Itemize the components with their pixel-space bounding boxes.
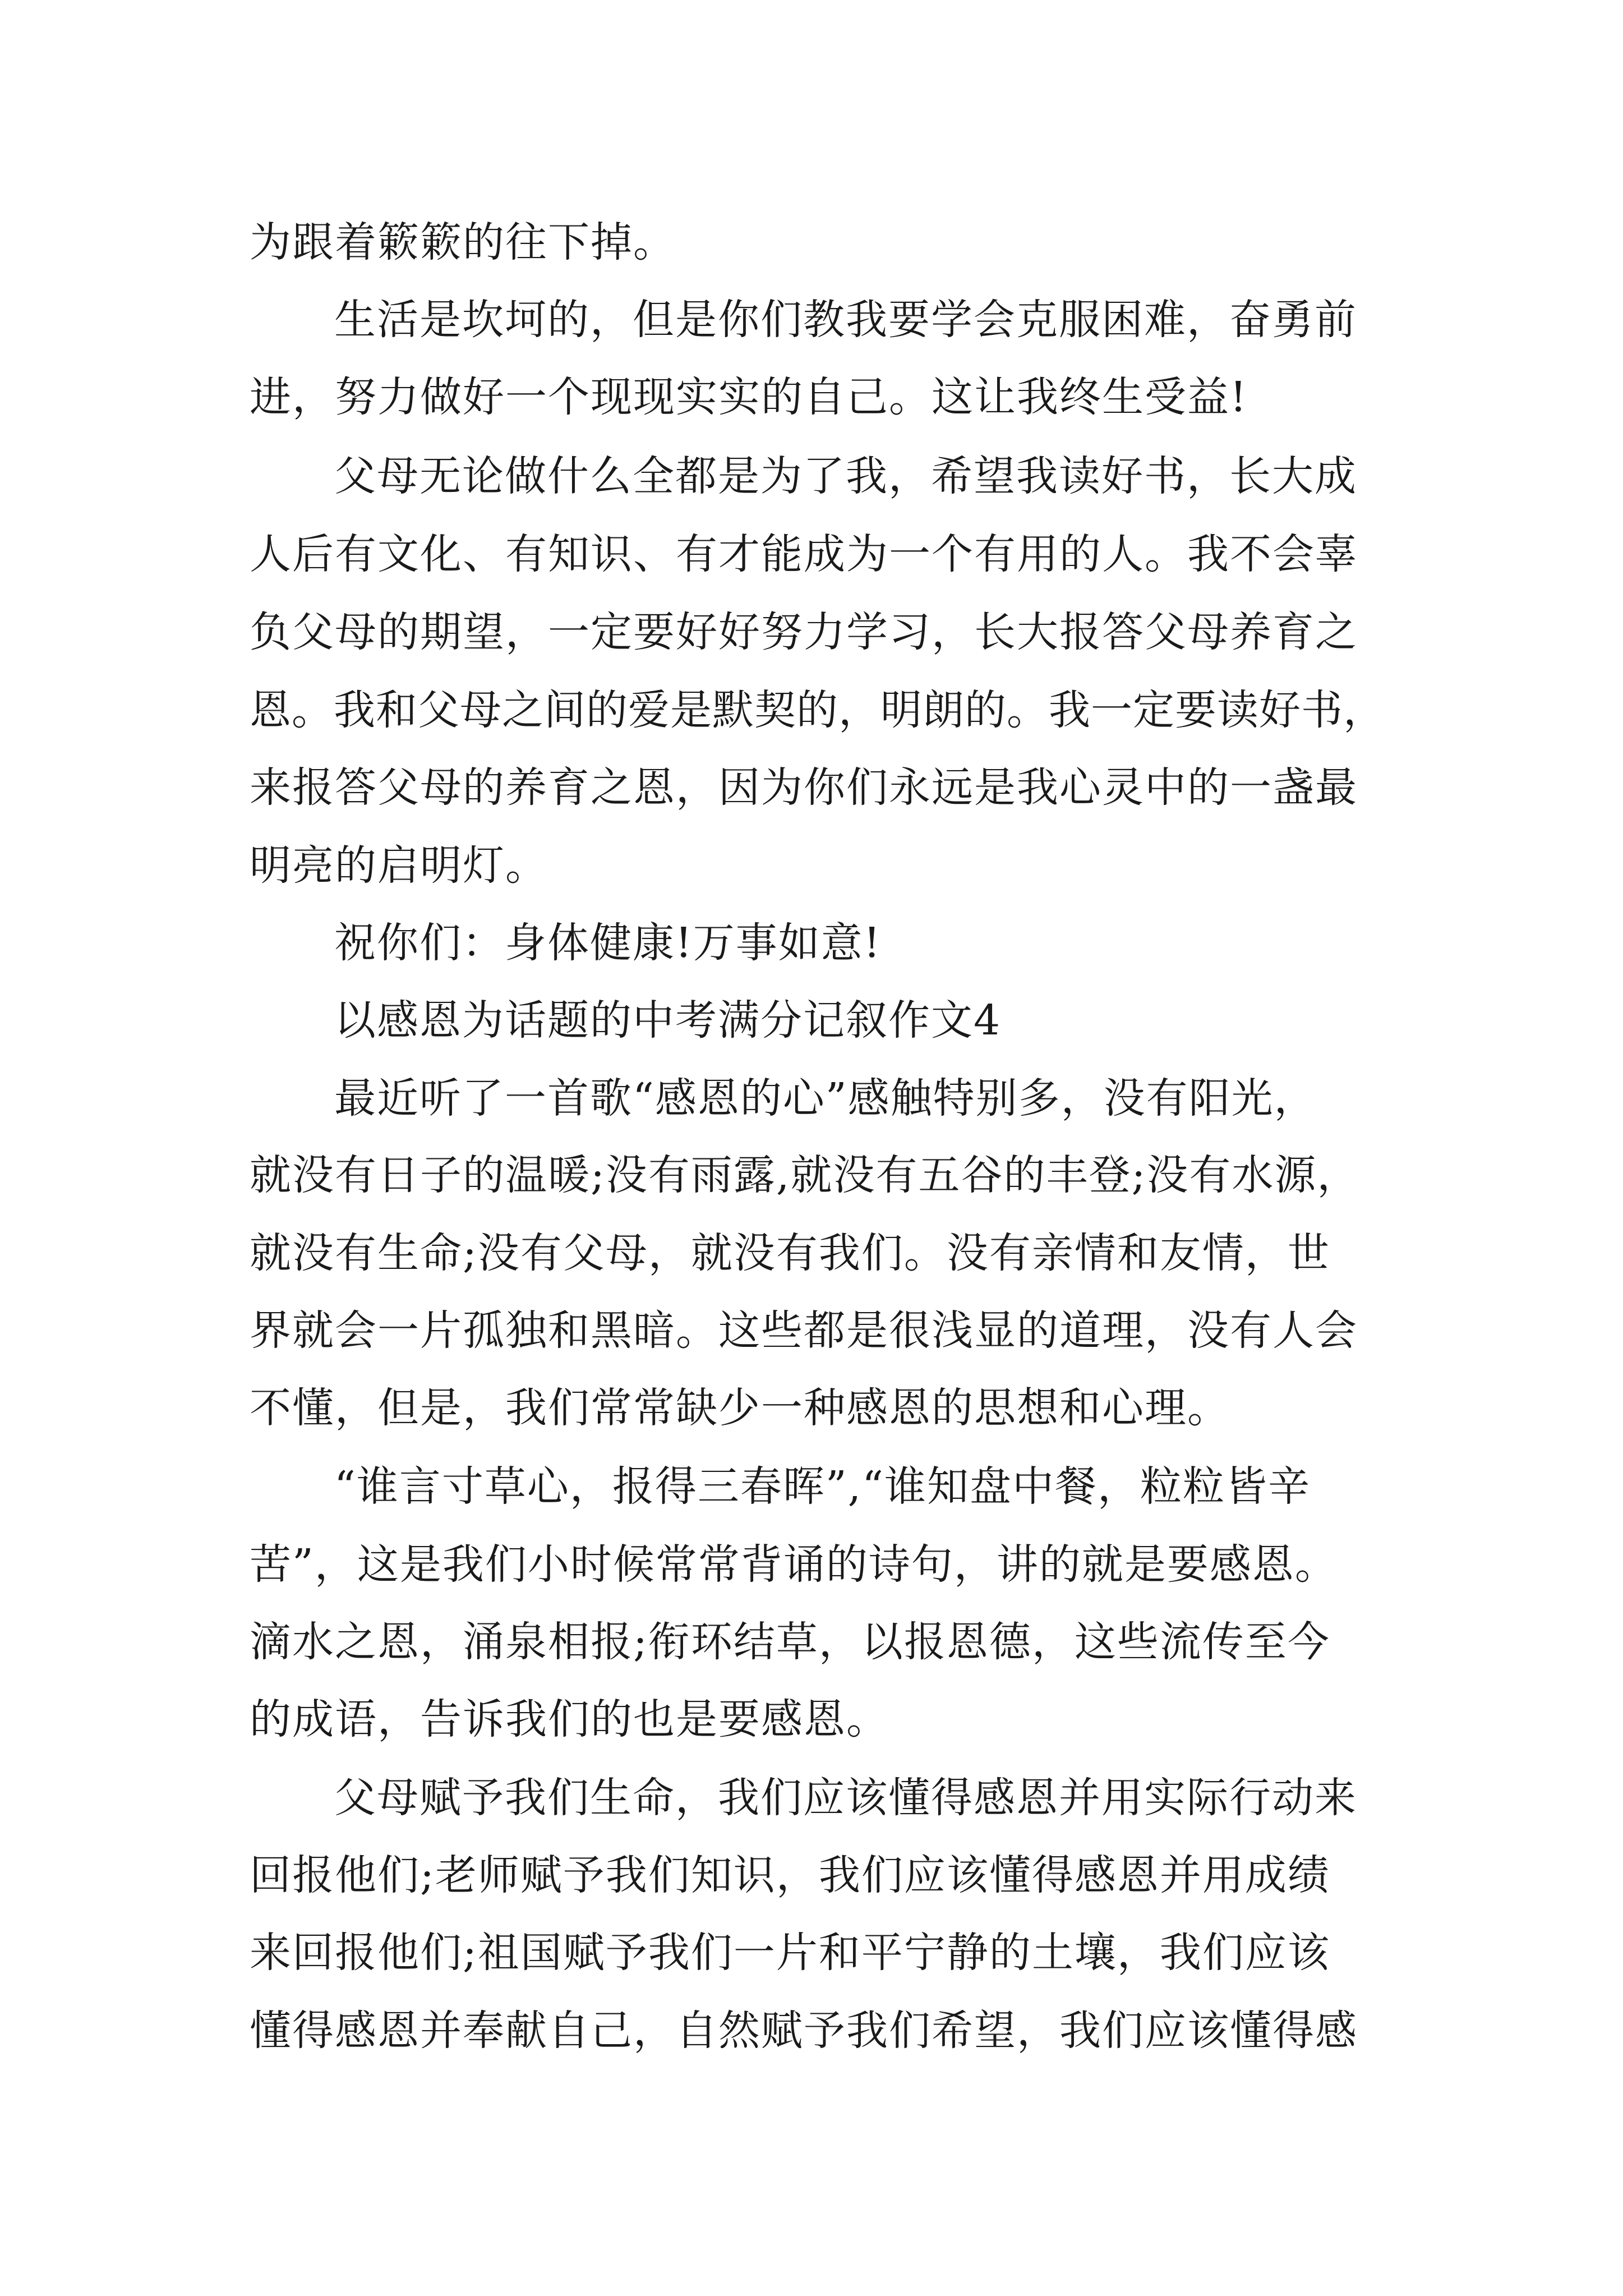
text-line: 负父母的期望，一定要好好努力学习，长大报答父母养育之 [250, 608, 1358, 656]
text-line: 来报答父母的养育之恩，因为你们永远是我心灵中的一盏最 [250, 763, 1358, 812]
section-heading: 以感恩为话题的中考满分记叙作文4 [334, 996, 1002, 1045]
text-line: 进，努力做好一个现现实实的自己。这让我终生受益! [250, 373, 1248, 421]
text-line: 就没有日子的温暖;没有雨露,就没有五谷的丰登;没有水源， [250, 1151, 1360, 1199]
paragraph-start-line: 父母无论做什么全都是为了我，希望我读好书，长大成 [334, 452, 1357, 500]
paragraph-start-line: 生活是坎坷的，但是你们教我要学会克服困难，奋勇前 [334, 296, 1357, 344]
text-line: 人后有文化、有知识、有才能成为一个有用的人。我不会辜 [250, 530, 1358, 578]
text-line: 就没有生命;没有父母，就没有我们。没有亲情和友情，世 [250, 1229, 1330, 1277]
text-line: 苦”，这是我们小时候常常背诵的诗句，讲的就是要感恩。 [250, 1540, 1338, 1589]
paragraph-start-line: 父母赋予我们生命，我们应该懂得感恩并用实际行动来 [334, 1774, 1357, 1822]
text-line: 恩。我和父母之间的爱是默契的，明朗的。我一定要读好书， [250, 686, 1385, 734]
text-line: 滴水之恩，涌泉相报;衔环结草，以报恩德，这些流传至今 [250, 1618, 1330, 1666]
text-line: 来回报他们;祖国赋予我们一片和平宁静的土壤，我们应该 [250, 1929, 1330, 1977]
text-line: 回报他们;老师赋予我们知识，我们应该懂得感恩并用成绩 [250, 1851, 1330, 1899]
text-line: 为跟着簌簌的往下掉。 [250, 218, 676, 266]
text-line: 懂得感恩并奉献自己，自然赋予我们希望，我们应该懂得感 [250, 2007, 1358, 2055]
paragraph-start-line: “谁言寸草心，报得三春晖”,“谁知盘中餐，粒粒皆辛 [334, 1462, 1311, 1511]
paragraph-start-line: 最近听了一首歌“感恩的心”感触特别多，没有阳光， [334, 1074, 1317, 1122]
text-line: 的成语，告诉我们的也是要感恩。 [250, 1695, 889, 1743]
text-line: 明亮的启明灯。 [250, 841, 548, 890]
paragraph-start-line: 祝你们：身体健康!万事如意! [334, 919, 882, 967]
text-line: 不懂，但是，我们常常缺少一种感恩的思想和心理。 [250, 1384, 1230, 1432]
text-line: 界就会一片孤独和黑暗。这些都是很浅显的道理，没有人会 [250, 1306, 1358, 1355]
